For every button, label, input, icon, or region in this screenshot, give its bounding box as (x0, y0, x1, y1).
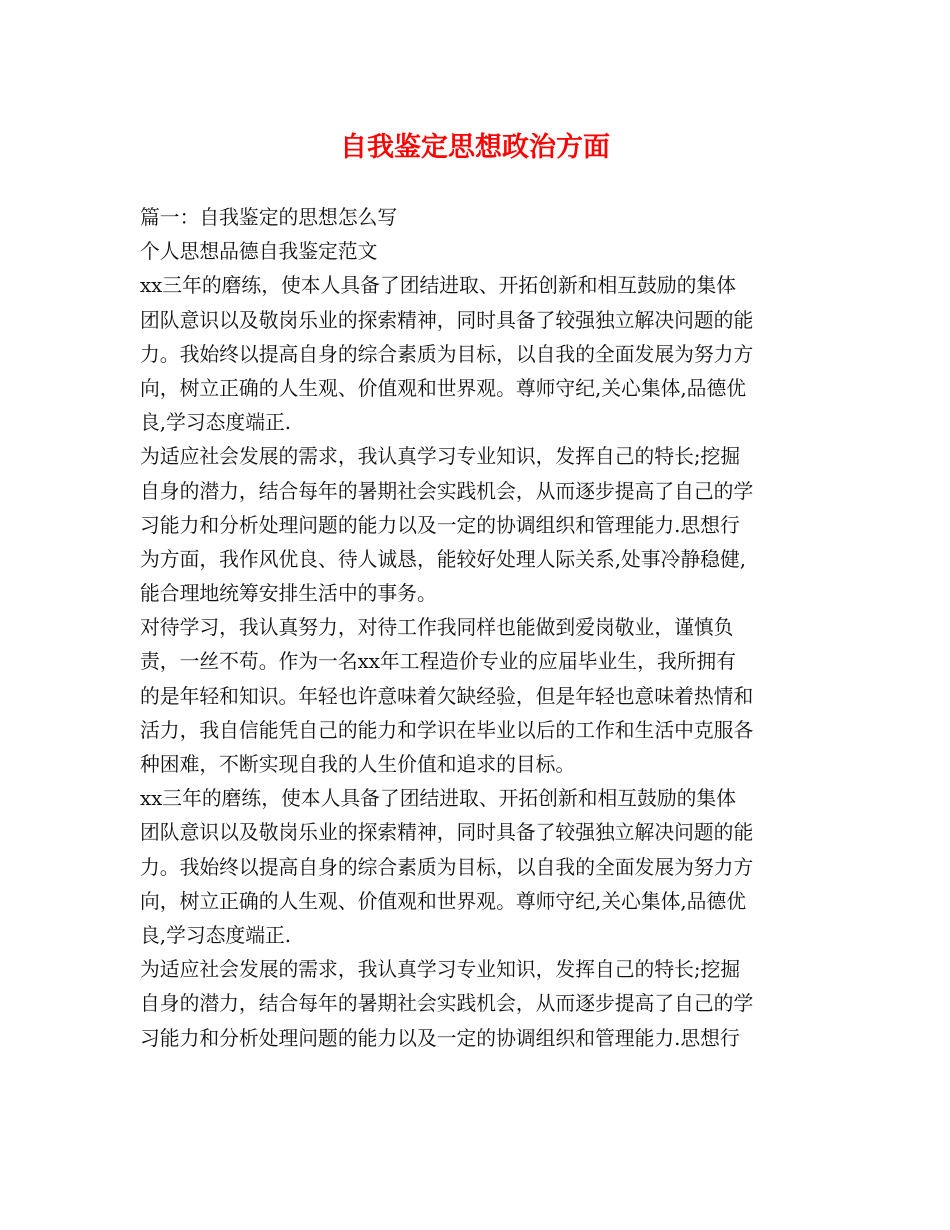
text-line: 为适应社会发展的需求，我认真学习专业知识，发挥自己的特长;挖掘 (140, 958, 741, 982)
text-line: xx三年的磨练，使本人具备了团结进取、开拓创新和相互鼓励的集体 (140, 274, 736, 298)
text-line: 对待学习，我认真努力，对待工作我同样也能做到爱岗敬业，谨慎负 (140, 616, 734, 640)
text-line: 习能力和分析处理问题的能力以及一定的协调组织和管理能力.思想行 (140, 1026, 740, 1050)
text-line: 篇一：自我鉴定的思想怎么写 (140, 206, 398, 229)
text-line: xx三年的磨练，使本人具备了团结进取、开拓创新和相互鼓励的集体 (140, 787, 736, 811)
text-line: 习能力和分析处理问题的能力以及一定的协调组织和管理能力.思想行 (140, 513, 740, 537)
text-line: 责，一丝不苟。作为一名xx年工程造价专业的应届毕业生，我所拥有 (140, 650, 736, 674)
text-line: 自身的潜力，结合每年的暑期社会实践机会，从而逐步提高了自己的学 (140, 992, 754, 1016)
text-line: 为方面，我作风优良、待人诚恳，能较好处理人际关系,处事冷静稳健, (140, 547, 747, 571)
document-title: 自我鉴定思想政治方面 (340, 132, 610, 163)
text-line: 良,学习态度端正. (140, 923, 292, 947)
text-line: 良,学习态度端正. (140, 411, 292, 435)
text-line: 的是年轻和知识。年轻也许意味着欠缺经验，但是年轻也意味着热情和 (140, 684, 754, 708)
text-line: 自身的潜力，结合每年的暑期社会实践机会，从而逐步提高了自己的学 (140, 479, 754, 503)
text-line: 活力，我自信能凭自己的能力和学识在毕业以后的工作和生活中克服各 (140, 718, 754, 742)
text-line: 个人思想品德自我鉴定范文 (140, 240, 378, 264)
text-line: 力。我始终以提高自身的综合素质为目标，以自我的全面发展为努力方 (140, 855, 754, 879)
text-line: 为适应社会发展的需求，我认真学习专业知识，发挥自己的特长;挖掘 (140, 445, 741, 469)
text-line: 种困难，不断实现自我的人生价值和追求的目标。 (140, 753, 576, 776)
text-line: 团队意识以及敬岗乐业的探索精神，同时具备了较强独立解决问题的能 (140, 308, 754, 332)
document-body (140, 201, 820, 1056)
text-line: 力。我始终以提高自身的综合素质为目标，以自我的全面发展为努力方 (140, 342, 754, 366)
text-line: 向，树立正确的人生观、价值观和世界观。尊师守纪,关心集体,品德优 (140, 889, 747, 913)
text-line: 向，树立正确的人生观、价值观和世界观。尊师守纪,关心集体,品德优 (140, 376, 747, 400)
text-line: 能合理地统筹安排生活中的事务。 (140, 582, 437, 606)
text-line: 团队意识以及敬岗乐业的探索精神，同时具备了较强独立解决问题的能 (140, 821, 754, 845)
